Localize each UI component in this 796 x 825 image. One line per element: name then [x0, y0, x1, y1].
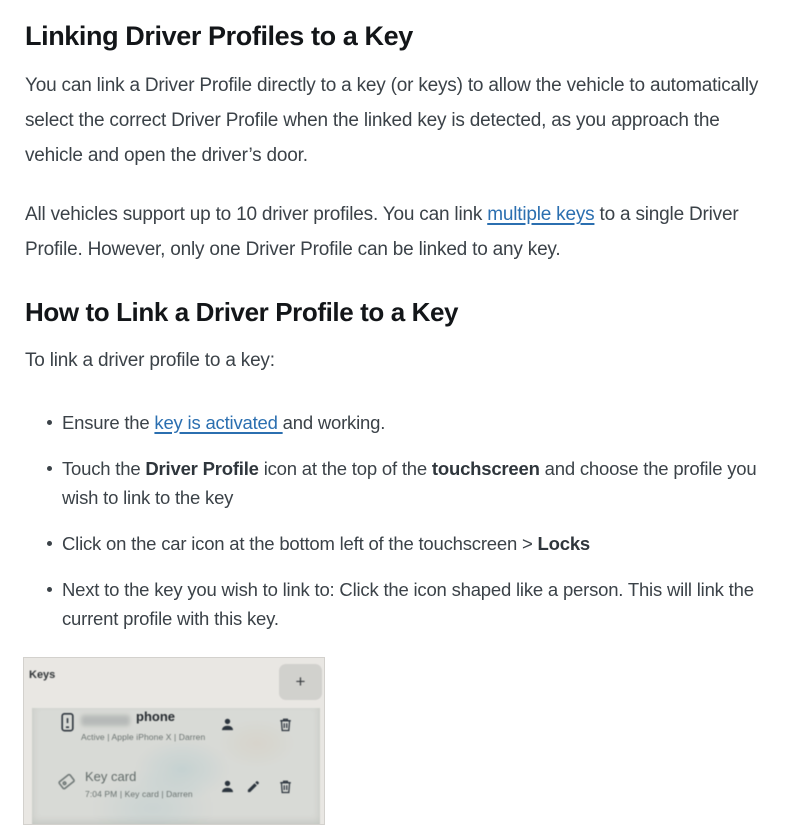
step1-post: and working. [282, 411, 386, 433]
plus-icon: + [295, 671, 306, 691]
page-title: Linking Driver Profiles to a Key [25, 21, 413, 51]
redacted-key-name [81, 715, 130, 726]
step1-pre: Ensure the [62, 411, 155, 433]
add-key-button[interactable] [279, 664, 322, 700]
step2-pre: Touch the [62, 457, 146, 479]
step2-post: and choose the profile you wish to link to the key [62, 457, 757, 508]
steps-list [25, 408, 770, 633]
key-row-meta: 7:04 PM | Key card | Darren [85, 788, 193, 799]
step3-bold-locks: Locks [537, 532, 591, 554]
how-to-title: How to Link a Driver Profile to a Key [25, 297, 459, 328]
step-item-activate [62, 408, 770, 437]
link-profile-icon[interactable] [220, 717, 235, 732]
step3-pre: Click on the car icon at the bottom left of the touchscreen > [62, 532, 538, 554]
limits-text-post: to a single Driver Profile. However, only one Driver Profile can be linked to any key. [25, 204, 739, 261]
link-profile-icon[interactable] [220, 779, 235, 794]
keys-list-panel [32, 708, 320, 825]
key-row-meta: Active | Apple iPhone X | Darren [81, 731, 206, 742]
keys-screenshot-photo [23, 657, 325, 825]
keys-panel-title: Keys [29, 668, 56, 681]
limits-paragraph [25, 197, 770, 267]
step-item-locks [62, 529, 770, 558]
step2-bold-driver-profile: Driver Profile [145, 457, 259, 479]
intro-paragraph: You can link a Driver Profile directly to a key (or keys) to allow the vehicle to automatically select the correct Driver Profile when the linked key is detected, as you approach the vehicle and open the driver’s door. [25, 75, 759, 167]
edit-key-icon[interactable] [246, 779, 261, 794]
steps-intro: To link a driver profile to a key: [25, 349, 275, 371]
key-row-name: Key card [85, 768, 137, 784]
step2-bold-touchscreen: touchscreen [431, 457, 540, 479]
step-item-driver-profile [62, 454, 770, 512]
photo-content [24, 658, 324, 824]
step2-mid: icon at the top of the [258, 457, 432, 479]
step4-text: Next to the key you wish to link to: Click the icon shaped like a person. This will link the current profile with this key. [62, 578, 754, 629]
delete-key-icon[interactable] [278, 779, 293, 794]
step-item-person-icon [62, 575, 770, 633]
key-row-name: phone [136, 708, 175, 724]
multiple-keys-link[interactable]: multiple keys [487, 204, 595, 226]
key-activated-link[interactable]: key is activated [154, 411, 283, 433]
phone-key-icon [60, 712, 75, 733]
key-card-icon [56, 771, 77, 792]
delete-key-icon[interactable] [278, 717, 293, 732]
limits-text-pre: All vehicles support up to 10 driver profiles. You can link [25, 204, 488, 226]
